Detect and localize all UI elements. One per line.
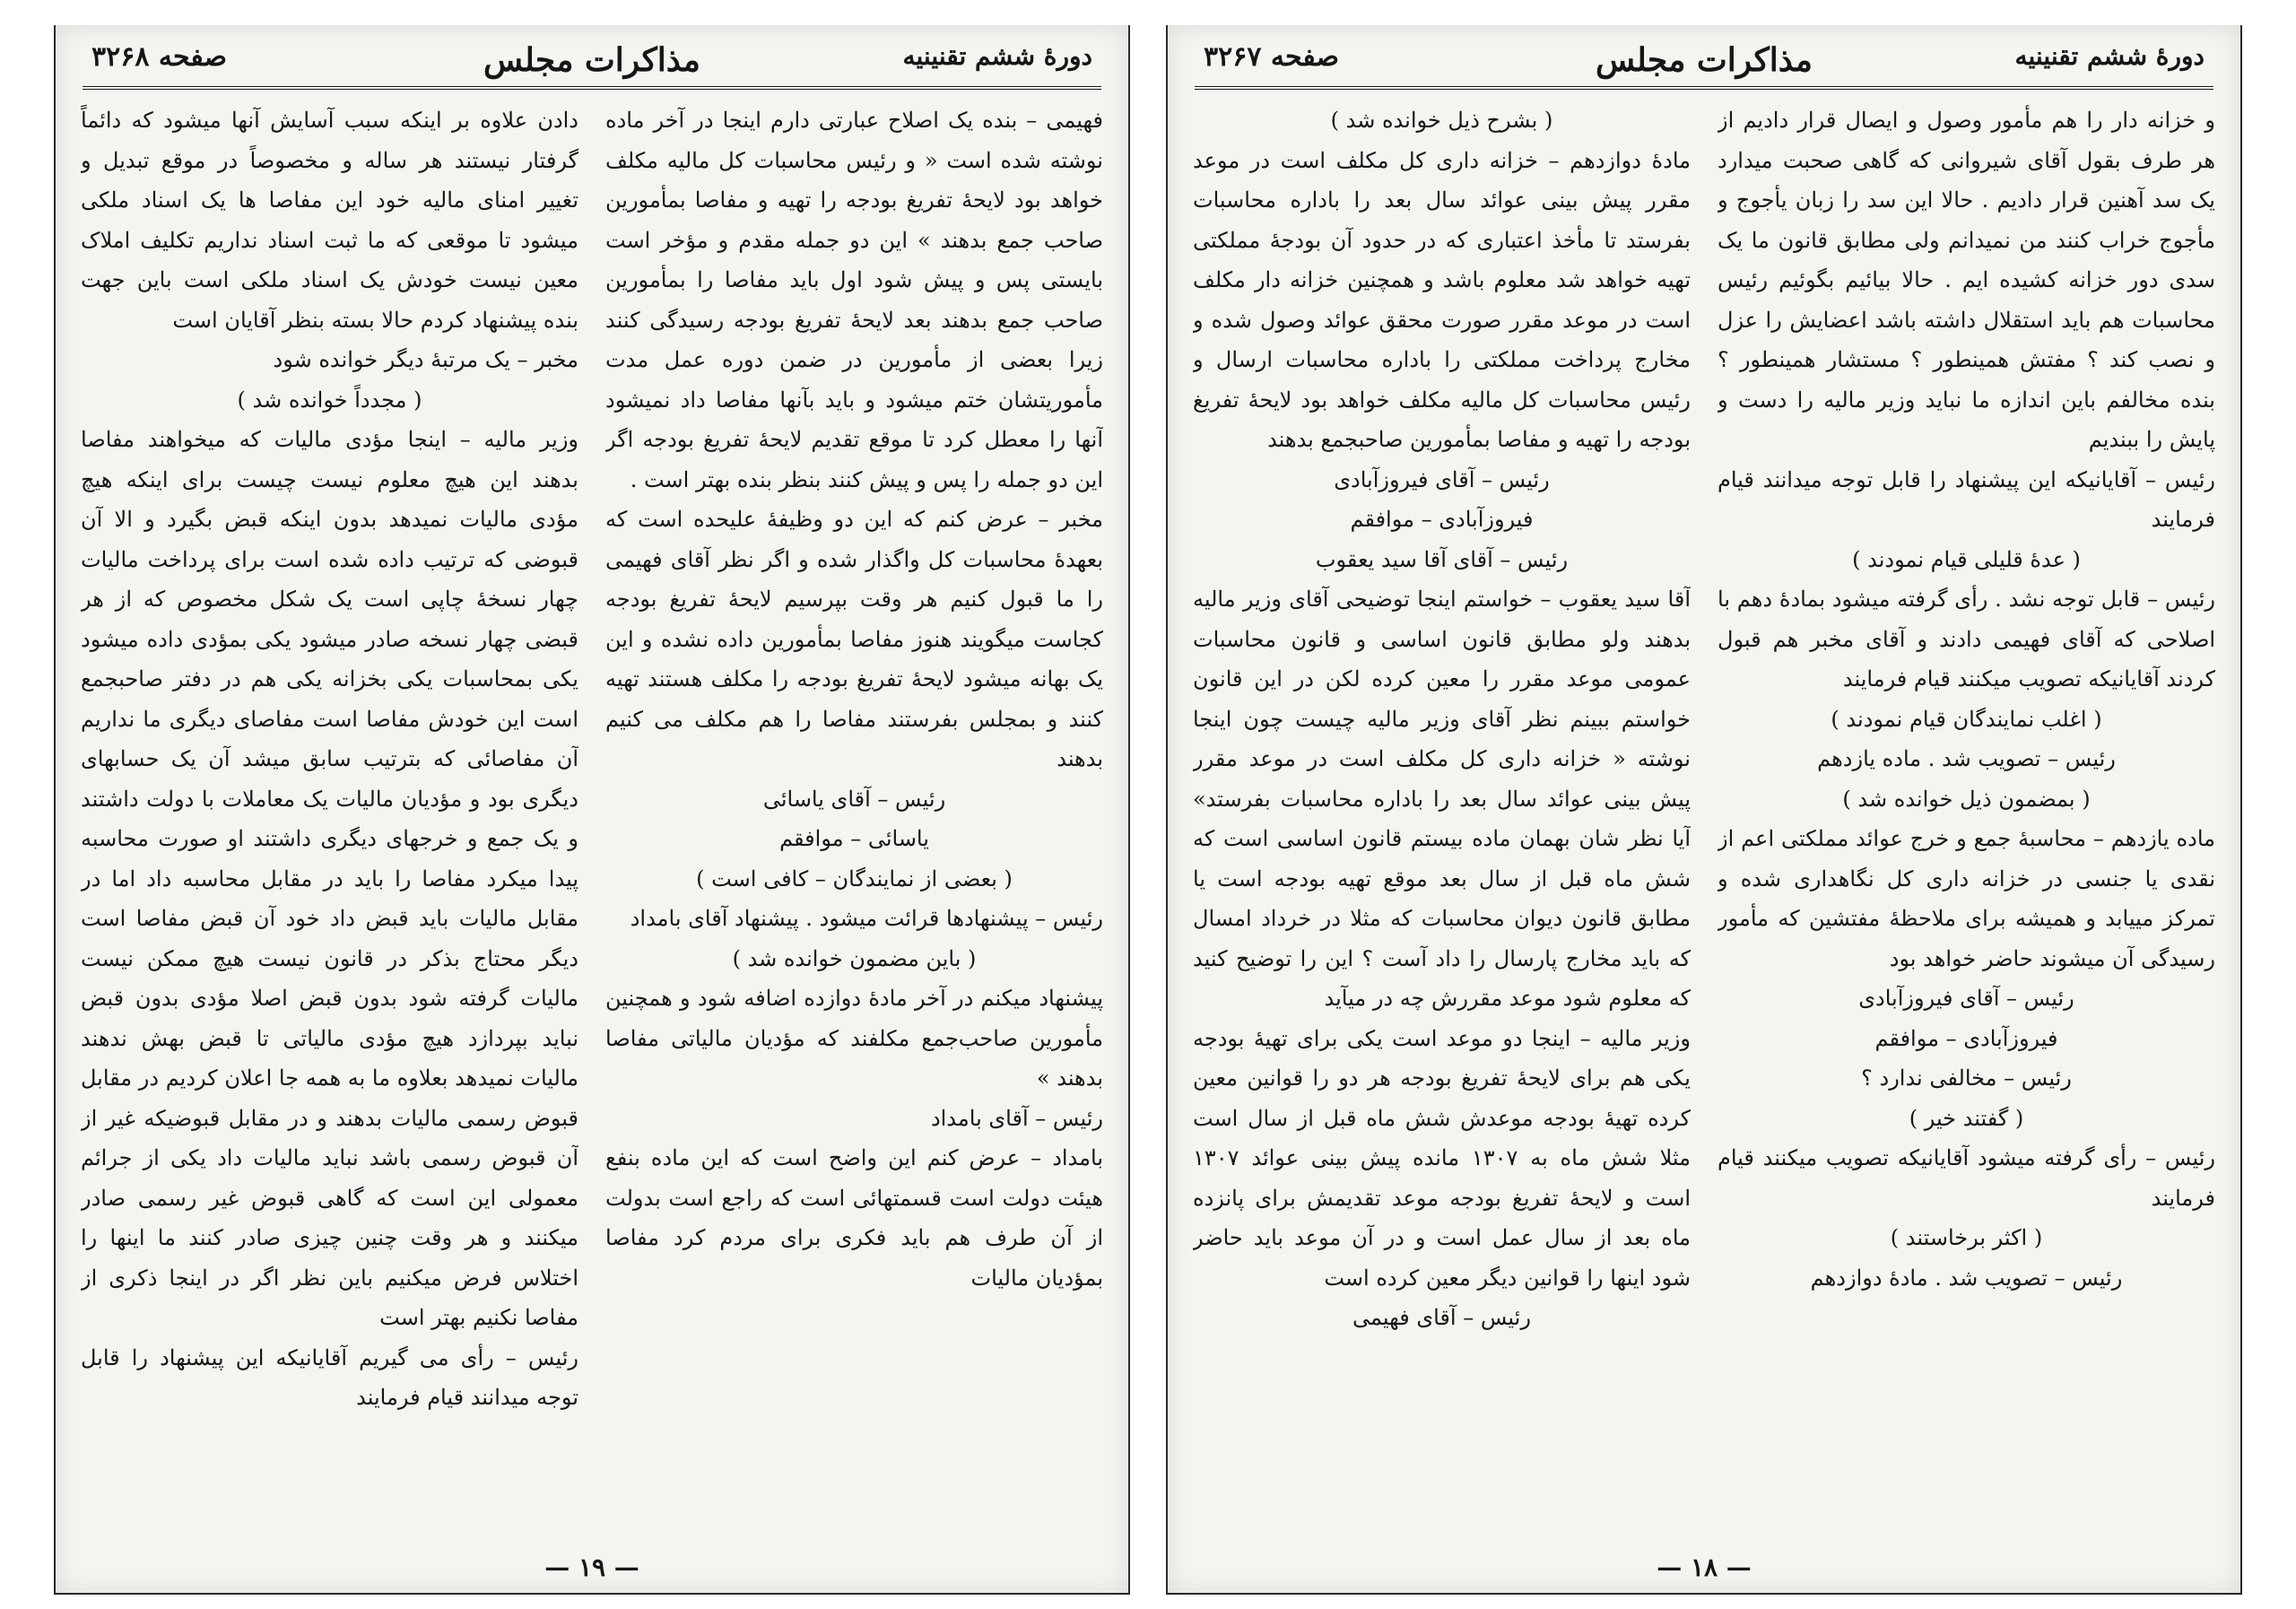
paragraph: رئیس – آقایانیکه این پیشنهاد را قابل توجه میدانند قیام فرمایند: [1718, 466, 2215, 532]
paragraph: ( اکثر برخاستند ): [1890, 1225, 2043, 1250]
paragraph: دادن علاوه بر اینکه سبب آسایش آنها میشود که دائماً گرفتار نیستند هر ساله و مخصوصاً در موقع تبدیل و تغییر امنای مالیه خود این مفاصا ها یک اسناد ملکی میشود تا موقعی که ما ثبت اسناد نداریم تکلیف املاک معین نیست خودش یک اسناد ملکی است باین جهت بنده پیشنهاد کردم حالا بسته بنظر آقایان است: [81, 108, 578, 333]
paragraph: و خزانه دار را هم مأمور وصول و ایصال قرار دادیم از هر طرف بقول آقای شیروانی که گاهی صحبت میدارد یک سد آهنین قرار دادیم . حالا این سد را زبان یأجوج و مأجوج خراب کنند من نمیدانم ولی مطابق قانون ما یک سدی دور خزانه کشیده ایم . حالا بیائیم بگوئیم رئیس محاسبات هم باید استقلال داشته باشد اعضایش را عزل و نصب کند ؟ مفتش همینطور ؟ مستشار همینطور ؟ بنده مخالفم باین اندازه ما نباید وزیر مالیه را دست و پایش را ببندیم: [1718, 108, 2215, 452]
right-page-footer-number: — ۱۸ —: [1657, 1552, 1752, 1582]
paragraph: آقا سید یعقوب – خواستم اینجا توضیحی آقای وزیر مالیه بدهند ولو مطابق قانون اساسی و قانون محاسبات عمومی موعد مقرر را معین کرده لکن در این قانون خواستم ببینم نظر آقای وزیر مالیه چیست چون اینجا نوشته « خزانه داری کل مکلف است در موعد مقرر پیش بینی عوائد سال بعد را باداره محاسبات بفرستد» آیا نظر شان بهمان ماده بیستم قانون اساسی است که شش ماه قبل از سال بعد موقع تهیه بودجه است یا مطابق قانون دیوان محاسبات که مثلا در خرداد امسال که باید مخارج پارسال را داد آست ؟ این را توضیح کنید که معلوم شود موعد مقررش چه در میآید: [1193, 587, 1691, 1011]
paragraph: بامداد – عرض کنم این واضح است که این ماده بنفع هیئت دولت است قسمتهائی است که راجع است بدولت از آن طرف هم باید فکری برای مردم کرد مفاصا بمؤدیان مالیات: [605, 1145, 1103, 1291]
left-page-number-heading: صفحه ۳۲۶۸: [91, 41, 227, 73]
paragraph: فیروزآبادی – موافقم: [1874, 1025, 2058, 1051]
paragraph: پیشنهاد میکنم در آخر مادهٔ دوازده اضافه شود و همچنین مأمورین صاحب‌جمع مکلفند که مؤدیان مالیاتی مفاصا بدهند »: [605, 986, 1103, 1091]
paragraph: یاسائی – موافقم: [779, 826, 929, 851]
paragraph: وزیر مالیه – اینجا دو موعد است یکی برای تهیهٔ بودجه یکی هم برای لایحهٔ تفریغ بودجه هر دو را قوانین معین کرده تهیهٔ بودجه موعدش شش ماه قبل از سال است مثلا شش ماه به ۱۳۰۷ مانده پیش بینی عوائد ۱۳۰۷ است و لایحهٔ تفریغ بودجه موعد تقدیمش برای پانزده ماه بعد از سال عمل است و در آن موعد باید حاضر شود اینها را قوانین دیگر معین کرده است: [1193, 1025, 1691, 1291]
left-page-header: [83, 32, 1101, 90]
paragraph: فیروزآبادی – موافقم: [1350, 507, 1534, 532]
paragraph: رئیس – آقای فهیمی: [1352, 1305, 1531, 1330]
paragraph: ماده یازدهم – محاسبهٔ جمع و خرج عوائد مملکتی اعم از نقدی یا جنسی در خزانه داری کل نگاهداری شده و تمرکز مییابد و همیشه برای ملاحظهٔ مفتشین که مأمور رسیدگی آن میشوند حاضر خواهد بود: [1718, 826, 2215, 971]
right-page-number-heading: صفحه ۳۲۶۷: [1204, 41, 1339, 73]
right-page-title: مذاکرات مجلس: [1596, 41, 1813, 79]
paragraph: ( بمضمون ذیل خوانده شد ): [1842, 786, 2091, 812]
left-page-footer-number: — ۱۹ —: [544, 1552, 639, 1582]
paragraph: ( باین مضمون خوانده شد ): [732, 945, 977, 971]
left-page-session-label: دورهٔ ششم تقنینیه: [902, 41, 1092, 71]
paragraph: ( بعضی از نمایندگان – کافی است ): [696, 865, 1013, 891]
paragraph: ( مجدداً خوانده شد ): [237, 387, 422, 413]
paragraph: وزیر مالیه – اینجا مؤدی مالیات که میخواهند مفاصا بدهند این هیچ معلوم نیست چیست برای اینکه هیچ مؤدی مالیات نمیدهد بدون اینکه قبض بگیرد و الا آن قبوضی که ترتیب داده شده است برای پرداخت مالیات چهار نسخهٔ چاپی است یک شکل مخصوص که از هر قبضی چهار نسخه صادر میشود یکی بمؤدی داده میشود یکی بمحاسبات یکی بخزانه یکی هم در دفتر صاحبجمع است این خودش مفاصا است مفاصای دیگری ما نداریم آن مفاصائی که بترتیب سابق میشد آن یک حسابهای دیگری بود و مؤدیان مالیات یک معاملات با دولت داشتند و یک جمع و خرجهای دیگری داشتند او صورت محاسبه پیدا میکرد مفاصا را باید در مقابل محاسبه داد اما در مقابل مالیات باید قبض داد خود آن قبض مفاصا است دیگر محتاج بذکر در قانون نیست هیچ ممکن نیست مالیات گرفته شود بدون قبض اصلا مؤدی بدون قبض نباید بپردازد هیچ مؤدی مالیاتی تا قبض بهش ندهند مالیات نمیدهد بعلاوه ما به همه جا اعلان کردیم در مقابل قبوض رسمی مالیات بدهند و در مقابل قبوضیکه غیر از آن قبوض رسمی باشد نباید مالیات داد یکی از جرائم معمولی این است که گاهی قبوض غیر رسمی صادر میکنند و هر وقت چنین چیزی صادر کنند ما اینها را اختلاس فرض میکنیم باین نظر اگر در اینجا ذکری از مفاصا نکنیم بهتر است: [81, 427, 578, 1330]
paragraph: مخبر – عرض کنم که این دو وظیفهٔ علیحده است که بعهدهٔ محاسبات کل واگذار شده و اگر نظر آقای فهیمی را ما قبول کنیم هر وقت بپرسیم لایحهٔ تفریغ بودجه کجاست میگویند هنوز مفاصا بمأمورین داده نشده و این یک بهانه میشود لایحهٔ تفریغ بودجه را مکلف هستند تهیه کنند و بمجلس بفرستند مفاصا را هم مکلف می کنیم بدهند: [605, 507, 1103, 771]
right-page-right-column: [1718, 100, 2215, 1518]
paragraph: رئیس – رأی می گیریم آقایانیکه این پیشنهاد را قابل توجه میدانند قیام فرمایند: [81, 1344, 578, 1410]
left-page: [54, 25, 1130, 1595]
right-page-header: [1195, 32, 2213, 90]
paragraph: فهیمی – بنده یک اصلاح عبارتی دارم اینجا در آخر ماده نوشته شده است « و رئیس محاسبات کل مالیه مکلف خواهد بود لایحهٔ تفریغ بودجه را تهیه و مفاصا بمأمورین صاحب جمع بدهند » این دو جمله مقدم و مؤخر است بایستی پس و پیش شود اول باید مفاصا را بمأمورین صاحب جمع بدهند بعد لایحهٔ تفریغ بودجه رسیدگی کنند زیرا بعضی از مأمورین در ضمن دوره عمل مدت مأموریتشان ختم میشود و باید بآنها مفاصا داد نمیشود آنها را معطل کرد تا موقع تقدیم لایحهٔ تفریغ بودجه اگر این دو جمله را پس و پیش کنند بنظر بنده بهتر است .: [605, 108, 1103, 492]
paragraph: مادهٔ دوازدهم – خزانه داری کل مکلف است در موعد مقرر پیش بینی عوائد سال بعد را باداره محاسبات بفرستد تا مأخذ اعتباری که در حدود آن بودجهٔ مملکتی تهیه خواهد شد معلوم باشد و همچنین خزانه دار مکلف است در موعد مقرر صورت محقق عوائد وصول شده و مخارج پرداخت مملکتی را باداره محاسبات ارسال و رئیس محاسبات کل مالیه مکلف خواهد بود لایحهٔ تفریغ بودجه را تهیه و مفاصا بمأمورین صاحبجمع بدهند: [1193, 147, 1691, 452]
paragraph: ( گفتند خیر ): [1909, 1105, 2024, 1131]
paragraph: رئیس – آقای فیروزآبادی: [1858, 986, 2074, 1011]
right-page-left-column: [1193, 100, 1691, 1518]
paragraph: ( عدهٔ قلیلی قیام نمودند ): [1852, 546, 2081, 572]
paragraph: رئیس – تصویب شد . ماده یازدهم: [1817, 746, 2116, 771]
right-page: [1166, 25, 2242, 1595]
right-page-session-label: دورهٔ ششم تقنینیه: [2014, 41, 2205, 71]
left-page-left-column: [81, 100, 578, 1518]
paragraph: رئیس – مخالفی ندارد ؟: [1861, 1065, 2072, 1091]
paragraph: رئیس – رأی گرفته میشود آقایانیکه تصویب میکنند قیام فرمایند: [1718, 1145, 2215, 1211]
left-page-right-column: [605, 100, 1103, 1518]
paragraph: رئیس – آقای آقا سید یعقوب: [1315, 546, 1569, 572]
paragraph: ( اغلب نمایندگان قیام نمودند ): [1831, 706, 2102, 732]
paragraph: مخبر – یک مرتبهٔ دیگر خوانده شود: [273, 347, 578, 372]
left-page-title: مذاکرات مجلس: [483, 41, 700, 79]
paragraph: رئیس – آقای بامداد: [930, 1105, 1103, 1131]
paragraph: رئیس – قابل توجه نشد . رأی گرفته میشود بمادهٔ دهم با اصلاحی که آقای فهیمی دادند و آقای مخبر هم قبول کردند آقایانیکه تصویب میکنند قیام فرمایند: [1718, 587, 2215, 691]
paragraph: رئیس – آقای یاسائی: [762, 786, 946, 812]
paragraph: رئیس – پیشنهادها قرائت میشود . پیشنهاد آقای بامداد: [630, 906, 1103, 931]
paragraph: ( بشرح ذیل خوانده شد ): [1330, 108, 1553, 133]
paragraph: رئیس – تصویب شد . مادهٔ دوازدهم: [1810, 1265, 2123, 1291]
paragraph: رئیس – آقای فیروزآبادی: [1334, 466, 1550, 492]
